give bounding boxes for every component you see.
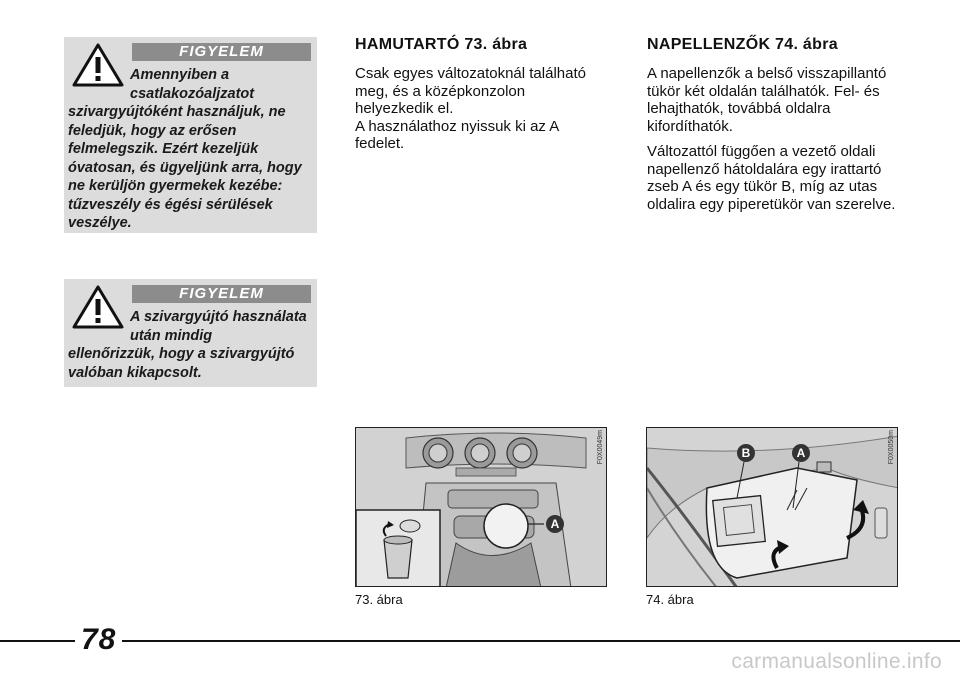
footer-rule (0, 640, 960, 642)
warning-box-1 (64, 37, 317, 233)
section-paragraph: Változattól függően a vezető oldali napellenző hátoldalára egy irattartó zseb A és egy tükör B, míg az utas oldalira egy piperetükör van szerelve. (647, 143, 896, 213)
figure-label-b: B (741, 446, 751, 460)
warning-lead: Amennyiben a csatlakozóaljzatot (130, 67, 255, 102)
figure-73-ashtray (355, 427, 607, 587)
section-ashtray (355, 36, 600, 161)
warning-title: FIGYELEM (132, 43, 311, 61)
page-number: 78 (75, 623, 122, 657)
section-paragraph: A napellenzők a belső visszapillantó tükör két oldalán találhatók. Fel- és lehajthatók, továbbá oldalra kifordíthatók. (647, 65, 887, 135)
warning-box-2 (64, 279, 317, 387)
section-paragraph: A használathoz nyissuk ki az A fedelet. (355, 117, 559, 152)
figure-caption: 73. ábra (355, 592, 403, 607)
figure-caption: 74. ábra (646, 592, 694, 607)
ashtray-illustration (356, 428, 607, 587)
watermark: carmanualsonline.info (731, 650, 942, 673)
warning-body: ellenőrizzük, hogy a szivargyújtó valóban kikapcsolt. (68, 346, 295, 381)
section-heading: NAPELLENZŐK 74. ábra (647, 36, 838, 53)
warning-triangle-icon (72, 285, 124, 329)
section-sun-visors (647, 36, 907, 221)
figure-code: F0X0050m (888, 430, 895, 465)
section-paragraph: Csak egyes változatoknál található meg, és a középkonzolon helyezkedik el. (355, 65, 586, 117)
figure-label-a: A (550, 517, 560, 531)
section-heading: HAMUTARTÓ 73. ábra (355, 36, 528, 53)
warning-lead: A szivargyújtó használata után mindig (130, 309, 307, 344)
warning-triangle-icon (72, 43, 124, 87)
figure-label-a: A (796, 446, 806, 460)
warning-title: FIGYELEM (132, 285, 311, 303)
figure-74-sun-visor (646, 427, 898, 587)
sun-visor-illustration (647, 428, 898, 587)
figure-code: F0X0049m (597, 430, 604, 465)
warning-body: szivargyújtóként használjuk, ne feledjük, hogy az erősen felmelegszik. Ezért kezeljük óvatosan, és ügyeljünk arra, hogy ne kerüljön gyermekek kezébe: tűzveszély és égési sérülések veszélye. (68, 104, 302, 231)
